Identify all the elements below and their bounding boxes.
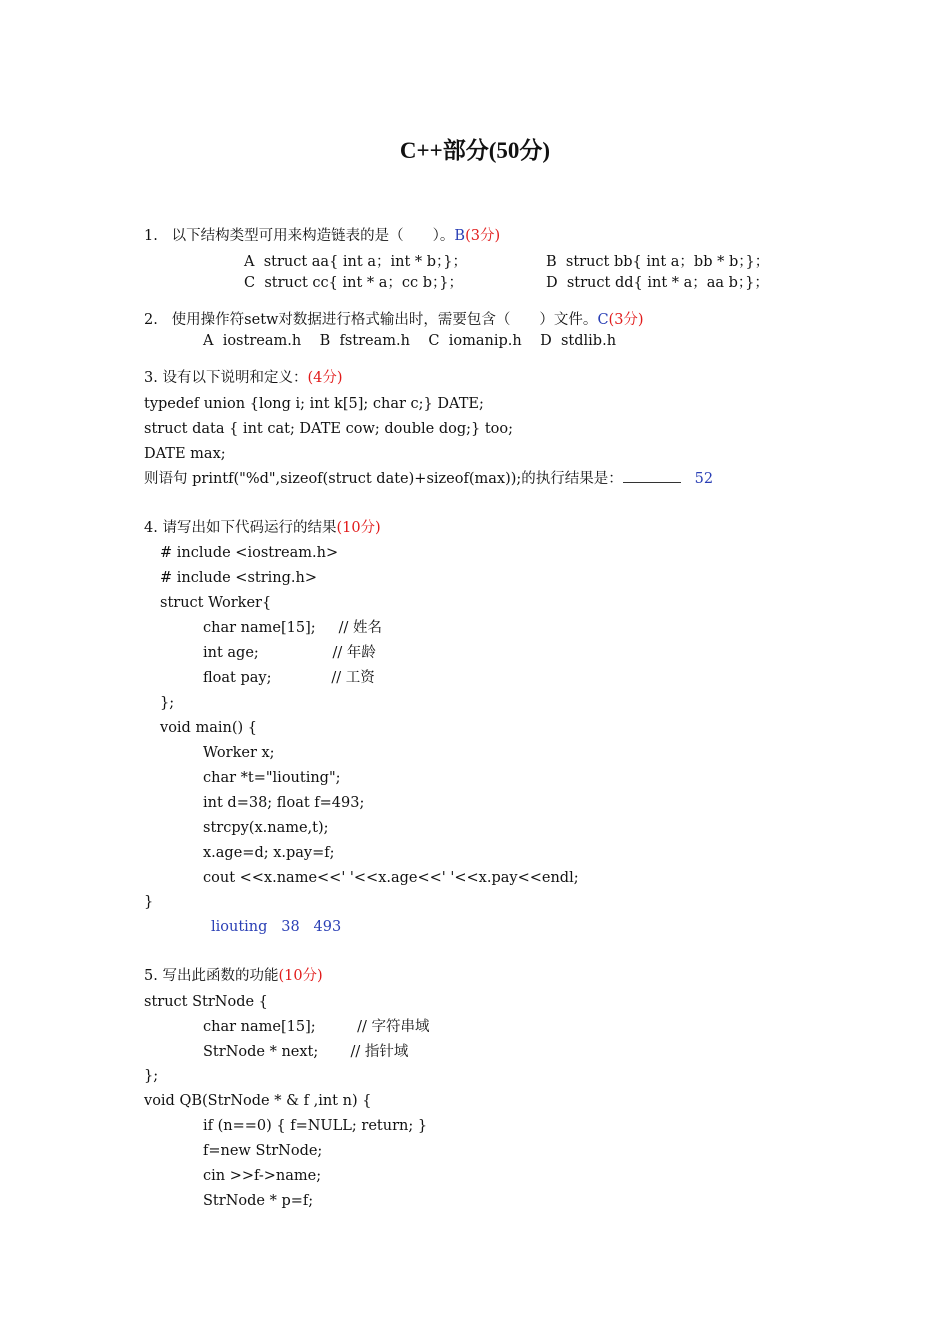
answer-blank bbox=[623, 470, 681, 483]
code-line: struct data { int cat; DATE cow; double dog;} too; bbox=[144, 421, 514, 437]
question-5 bbox=[144, 966, 323, 986]
question-2 bbox=[144, 310, 644, 330]
code-line: int age; // 年龄 bbox=[203, 645, 376, 661]
code-line: Worker x; bbox=[203, 745, 275, 761]
code-line: DATE max; bbox=[144, 446, 226, 462]
question-3 bbox=[144, 368, 343, 388]
code-line: void main() { bbox=[160, 720, 257, 736]
question-1-option-c: C struct cc{ int * a；cc b；}； bbox=[244, 275, 464, 291]
question-3-stem: 3. 设有以下说明和定义： bbox=[144, 370, 308, 386]
code-line: # include <string.h> bbox=[160, 570, 318, 586]
code-line: cout <<x.name<<' '<<x.age<<' '<<x.pay<<endl; bbox=[203, 870, 579, 886]
question-3-score: (4分) bbox=[307, 370, 343, 386]
code-line: x.age=d; x.pay=f; bbox=[203, 845, 335, 861]
page-title: C++部分(50分) bbox=[399, 138, 551, 163]
code-line: } bbox=[144, 894, 154, 910]
question-2-stem: 使用操作符setw对数据进行格式输出时，需要包含（ ）文件。 bbox=[171, 312, 598, 328]
code-line: if (n==0) { f=NULL; return; } bbox=[203, 1118, 428, 1134]
question-3-question-text: 则语句 printf("%d",sizeof(struct date)+sizeof(max));的执行结果是： bbox=[144, 471, 623, 487]
question-2-number: 2. bbox=[144, 312, 158, 328]
code-line: char name[15]; // 字符串域 bbox=[203, 1019, 430, 1035]
question-2-options: A iostream.h B fstream.h C iomanip.h D stdlib.h bbox=[203, 333, 617, 349]
code-line: char *t="liouting"; bbox=[203, 770, 341, 786]
question-5-stem: 5. 写出此函数的功能 bbox=[144, 968, 279, 984]
question-3-question bbox=[144, 469, 713, 489]
question-1-option-a: A struct aa{ int a；int * b；}； bbox=[244, 254, 467, 270]
code-line: StrNode * next; // 指针域 bbox=[203, 1044, 409, 1060]
question-2-answer: C bbox=[597, 312, 609, 328]
code-line: }; bbox=[160, 695, 175, 711]
code-line: StrNode * p=f; bbox=[203, 1193, 314, 1209]
code-line: char name[15]; // 姓名 bbox=[203, 620, 383, 636]
question-1-option-b: B struct bb{ int a；bb * b；}； bbox=[546, 254, 770, 270]
code-line: struct Worker{ bbox=[160, 595, 272, 611]
question-5-score: (10分) bbox=[278, 968, 323, 984]
question-4-score: (10分) bbox=[336, 520, 381, 536]
question-1-stem: 以下结构类型可用来构造链表的是（ ）。 bbox=[171, 228, 455, 244]
code-line: typedef union {long i; int k[5]; char c;} DATE; bbox=[144, 396, 484, 412]
code-line: }; bbox=[144, 1068, 159, 1084]
code-line: f=new StrNode; bbox=[203, 1143, 323, 1159]
code-line: struct StrNode { bbox=[144, 994, 268, 1010]
question-4 bbox=[144, 518, 381, 538]
code-line: void QB(StrNode * & f ,int n) { bbox=[144, 1093, 372, 1109]
code-line: float pay; // 工资 bbox=[203, 670, 375, 686]
code-line: strcpy(x.name,t); bbox=[203, 820, 329, 836]
question-2-score: (3分) bbox=[608, 312, 644, 328]
question-1 bbox=[144, 226, 500, 246]
question-1-answer: B bbox=[454, 228, 466, 244]
question-3-answer: 52 bbox=[694, 471, 714, 487]
code-line: cin >>f->name; bbox=[203, 1168, 322, 1184]
question-1-number: 1. bbox=[144, 228, 158, 244]
question-4-answer: liouting 38 493 bbox=[211, 919, 342, 935]
question-1-option-d: D struct dd{ int * a；aa b；}； bbox=[546, 275, 769, 291]
question-4-stem: 4. 请写出如下代码运行的结果 bbox=[144, 520, 337, 536]
question-1-score: (3分) bbox=[465, 228, 501, 244]
code-line: # include <iostream.h> bbox=[160, 545, 339, 561]
code-line: int d=38; float f=493; bbox=[203, 795, 365, 811]
